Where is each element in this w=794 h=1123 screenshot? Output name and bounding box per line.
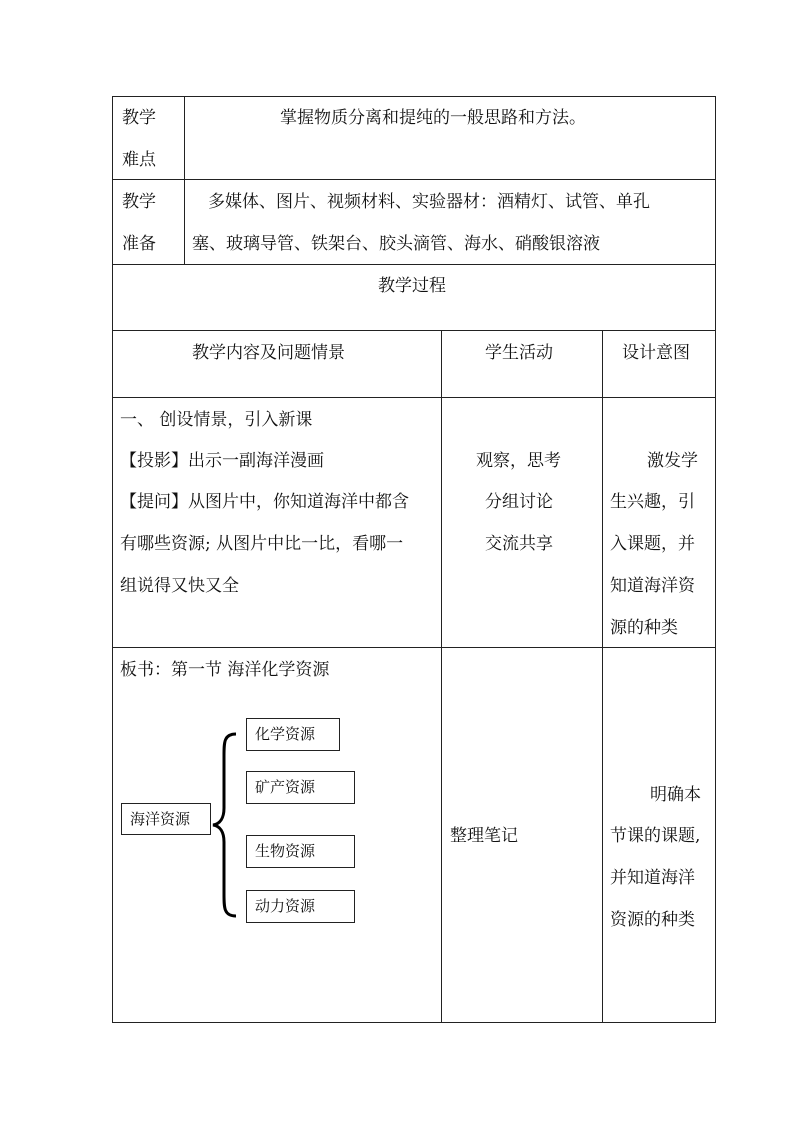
preparation-content-line2: 塞、玻璃导管、铁架台、胶头滴管、海水、硝酸银溶液 — [192, 234, 600, 254]
table-border-right — [715, 96, 716, 1023]
activity-line: 分组讨论 — [485, 492, 553, 512]
table-border-left — [112, 96, 113, 1023]
difficulty-label-line2: 难点 — [122, 150, 156, 170]
table-row-divider — [112, 647, 716, 648]
content-line: 组说得又快又全 — [120, 576, 239, 596]
content-line: 有哪些资源; 从图片中比一比，看哪一 — [120, 534, 404, 554]
activity-notes: 整理笔记 — [450, 826, 518, 846]
table-col-divider — [184, 96, 185, 264]
diagram-child-box: 动力资源 — [246, 890, 355, 923]
intent-line: 明确本 — [650, 785, 701, 805]
activity-line: 观察，思考 — [476, 451, 561, 471]
preparation-content-line1: 多媒体、图片、视频材料、实验器材：酒精灯、试管、单孔 — [208, 192, 650, 212]
content-line: 一、 创设情景，引入新课 — [120, 410, 313, 430]
board-title: 板书：第一节 海洋化学资源 — [120, 660, 330, 680]
intent-line: 并知道海洋 — [610, 868, 695, 888]
intent-line: 源的种类 — [610, 618, 678, 638]
table-row-divider — [112, 330, 716, 331]
intent-line: 入课题，并 — [610, 534, 695, 554]
diagram-child-box: 矿产资源 — [246, 771, 355, 804]
difficulty-label-line1: 教学 — [122, 108, 156, 128]
curly-brace-icon — [210, 732, 240, 918]
preparation-label-line2: 准备 — [122, 234, 156, 254]
content-line: 【提问】从图片中，你知道海洋中都含 — [120, 492, 409, 512]
process-title: 教学过程 — [378, 276, 446, 296]
table-border-bottom — [112, 1022, 716, 1023]
header-intent: 设计意图 — [622, 343, 690, 363]
table-row-divider — [112, 179, 716, 180]
table-row-divider — [112, 397, 716, 398]
intent-line: 节课的课题, — [610, 826, 701, 846]
header-activity: 学生活动 — [485, 343, 553, 363]
diagram-child-box: 生物资源 — [246, 835, 355, 868]
table-col-divider — [441, 330, 442, 1022]
preparation-label-line1: 教学 — [122, 192, 156, 212]
table-row-divider — [112, 264, 716, 265]
table-border-top — [112, 96, 716, 97]
diagram-root-box: 海洋资源 — [121, 803, 211, 835]
table-col-divider — [602, 330, 603, 1022]
intent-line: 资源的种类 — [610, 910, 695, 930]
content-line: 【投影】出示一副海洋漫画 — [120, 451, 324, 471]
activity-line: 交流共享 — [485, 534, 553, 554]
intent-line: 生兴趣，引 — [610, 492, 695, 512]
intent-line: 知道海洋资 — [610, 576, 695, 596]
difficulty-content: 掌握物质分离和提纯的一般思路和方法。 — [280, 108, 586, 128]
diagram-child-box: 化学资源 — [246, 718, 340, 751]
intent-line: 激发学 — [647, 451, 698, 471]
header-content: 教学内容及问题情景 — [192, 343, 345, 363]
